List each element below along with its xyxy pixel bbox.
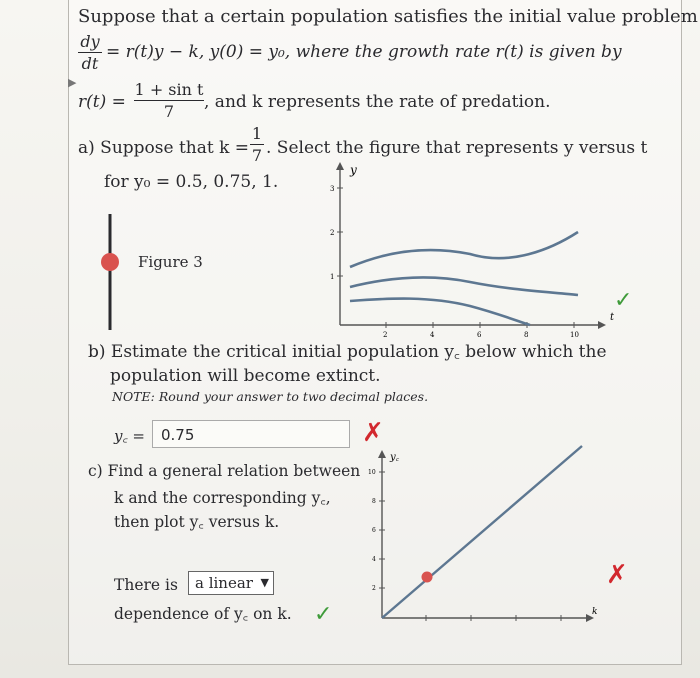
answer-label: y꜀ =	[114, 427, 146, 445]
figure-label: Figure 3	[138, 253, 203, 271]
yc-tick-label: 2	[372, 585, 376, 592]
curve-y0-0.75	[350, 277, 578, 295]
yc-vs-k-graph[interactable]	[366, 442, 606, 628]
critical-population-input[interactable]: 0.75	[152, 420, 350, 448]
y-tick-label: 1	[330, 273, 335, 281]
dependence-text: dependence of y꜀ on k.	[114, 605, 292, 623]
yc-axis-arrow	[378, 450, 386, 458]
y-tick-label: 3	[330, 185, 335, 193]
part-c-line1: c) Find a general relation between	[88, 462, 361, 480]
part-b-line2: population will become extinct.	[110, 366, 381, 386]
part-a-check-icon: ✓	[614, 288, 633, 313]
r-numerator: 1 + sin t	[134, 80, 204, 99]
dy-dt-fraction	[78, 32, 102, 73]
t-tick-label: 6	[477, 331, 482, 339]
there-is-label: There is	[114, 576, 178, 594]
y-tick-label: 2	[330, 229, 335, 237]
r-tail: , and k represents the rate of predation.	[204, 92, 551, 112]
yc-tick-label: 10	[368, 469, 376, 476]
t-tick-label: 10	[570, 331, 579, 339]
r-fraction	[134, 80, 204, 121]
part-a-tail: . Select the figure that represents y versus t	[266, 138, 648, 158]
t-tick-label: 8	[524, 331, 529, 339]
t-tick-label: 4	[430, 331, 435, 339]
r-lhs: r(t) =	[78, 92, 126, 112]
t-axis-arrow	[598, 321, 606, 329]
part-b-line1: b) Estimate the critical initial population y꜀ below which the	[88, 342, 607, 362]
plot-point-handle[interactable]	[422, 572, 433, 583]
y-axis-arrow	[336, 162, 344, 170]
intro-text: Suppose that a certain population satisfies the initial value problem	[78, 6, 698, 27]
part-c-line3: then plot y꜀ versus k.	[114, 513, 280, 531]
part-c-line2: k and the corresponding y꜀,	[114, 489, 331, 507]
yc-tick-label: 4	[372, 556, 376, 563]
part-c-wrong-icon: ✗	[606, 560, 628, 590]
selector-handle[interactable]	[101, 253, 119, 271]
dependence-select[interactable]	[188, 571, 274, 595]
yc-vs-k-line	[382, 446, 582, 618]
k-numerator: 1	[251, 124, 263, 143]
r-denominator: 7	[163, 102, 175, 121]
t-axis-label: t	[610, 312, 615, 323]
part-a-line2: for y₀ = 0.5, 0.75, 1.	[104, 172, 279, 192]
ode-text: = r(t)y − k, y(0) = y₀, where the growth rate r(t) is given by	[106, 42, 622, 62]
figure3-graph[interactable]	[320, 160, 620, 339]
curve-y0-0.5	[350, 299, 530, 325]
y-axis-label: y	[350, 163, 357, 177]
part-c-check-icon: ✓	[314, 602, 333, 627]
part-a-lead: a) Suppose that k =	[78, 138, 250, 158]
k-fraction	[250, 124, 264, 165]
part-b-wrong-icon: ✗	[362, 418, 384, 448]
k-axis-label: k	[592, 607, 598, 617]
dependence-select-value: a linear	[195, 574, 253, 592]
k-denominator: 7	[251, 146, 263, 165]
yc-axis-label: y꜀	[390, 452, 400, 463]
chevron-down-icon: ▼	[260, 576, 269, 589]
figure-selector[interactable]	[96, 214, 126, 332]
yc-tick-label: 8	[372, 498, 376, 505]
t-tick-label: 2	[383, 331, 388, 339]
curve-y0-1	[350, 232, 578, 267]
yc-tick-label: 6	[372, 527, 376, 534]
dt-denominator: dt	[81, 54, 99, 73]
cursor-marker-icon: ▶	[68, 76, 77, 89]
dy-numerator: dy	[80, 32, 100, 51]
part-b-note: NOTE: Round your answer to two decimal places.	[112, 389, 429, 404]
